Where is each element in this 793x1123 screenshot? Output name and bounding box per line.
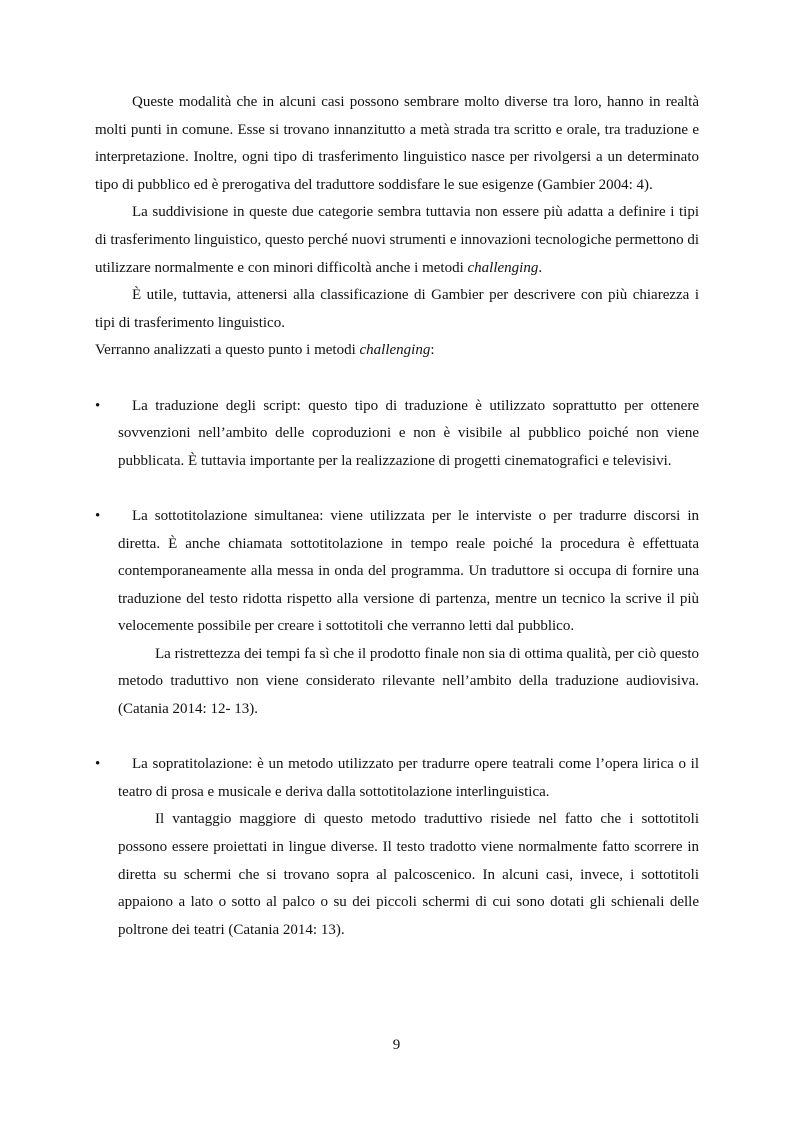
spacer: [95, 475, 699, 503]
list-item-sopratitolazione-detail: Il vantaggio maggiore di questo metodo traduttivo risiede nel fatto che i sottotitoli possono essere proiettati in lingue diverse. Il testo tradotto viene normalmente fatto scorrere in diretta su schermi che si trovano sopra al palcoscenico. In alcuni casi, invece, i sottotitoli appaiono a lato o sotto al palco o su dei piccoli schermi di cui sono dotati gli schienali delle poltrone dei teatri (Catania 2014: 13).: [118, 811, 699, 938]
bullet-icon: •: [95, 507, 101, 524]
paragraph-suddivisione: [95, 199, 699, 282]
paragraph-verranno-end: :: [430, 342, 435, 359]
spacer: [95, 365, 699, 393]
list-item-sopratitolazione: [95, 751, 699, 944]
paragraph-verranno-text: Verranno analizzati a questo punto i metodi: [95, 342, 360, 359]
spacer: [95, 724, 699, 752]
list-item-script: [95, 393, 699, 476]
list-item-sottotitolazione: [95, 503, 699, 724]
list-item-sottotitolazione-detail: La ristrettezza dei tempi fa sì che il prodotto finale non sia di ottima qualità, per ciò questo metodo traduttivo non viene considerato rilevante nell’ambito della traduzione audiovisiva. (Catania 2014: 12- 13).: [118, 645, 699, 718]
page-number: 9: [392, 1037, 401, 1053]
challenging-term-2: challenging: [359, 342, 431, 359]
paragraph-suddivisione-end: .: [538, 259, 543, 276]
paragraph-gambier: È utile, tuttavia, attenersi alla classificazione di Gambier per descrivere con più chiarezza i tipi di trasferimento linguistico.: [95, 287, 699, 331]
list-item-sottotitolazione-text: La sottotitolazione simultanea: viene utilizzata per le interviste o per tradurre discorsi in diretta. È anche chiamata sottotitolazione in tempo reale poiché la procedura è effettuata contemporaneamente alla messa in onda del programma. Un traduttore si occupa di fornire una traduzione del testo ridotta rispetto alla versione di partenza, mentre un tecnico la scrive il più velocemente possibile per creare i sottotitoli che verranno letti dal pubblico.: [118, 507, 699, 635]
paragraph-suddivisione-text: La suddivisione in queste due categorie sembra tuttavia non essere più adatta a definire i tipi di trasferimento linguistico, questo perché nuovi strumenti e innovazioni tecnologiche permettono di utilizzare normalmente e con minori difficoltà anche i metodi: [95, 204, 700, 276]
document-body: [95, 89, 699, 944]
list-item-script-text: La traduzione degli script: questo tipo di traduzione è utilizzato soprattutto per ottenere sovvenzioni nell’ambito delle coproduzioni e non è visibile al pubblico poiché non viene pubblicata. È tuttavia importante per la realizzazione di progetti cinematografici e televisivi.: [118, 397, 699, 469]
challenging-term: challenging: [467, 259, 539, 276]
paragraph-verranno: [95, 337, 699, 365]
paragraph-modalita: Queste modalità che in alcuni casi possono sembrare molto diverse tra loro, hanno in realtà molti punti in comune. Esse si trovano innanzitutto a metà strada tra scritto e orale, tra traduzione e interpretazione. Inoltre, ogni tipo di trasferimento linguistico nasce per rivolgersi a un determinato tipo di pubblico ed è prerogativa del traduttore soddisfare le sue esigenze (Gambier 2004: 4).: [95, 94, 699, 193]
bullet-icon: •: [95, 756, 101, 773]
list-item-sopratitolazione-text: La sopratitolazione: è un metodo utilizzato per tradurre opere teatrali come l’opera lirica o il teatro di prosa e musicale e deriva dalla sottotitolazione interlinguistica.: [118, 756, 699, 800]
bullet-icon: •: [95, 397, 101, 414]
